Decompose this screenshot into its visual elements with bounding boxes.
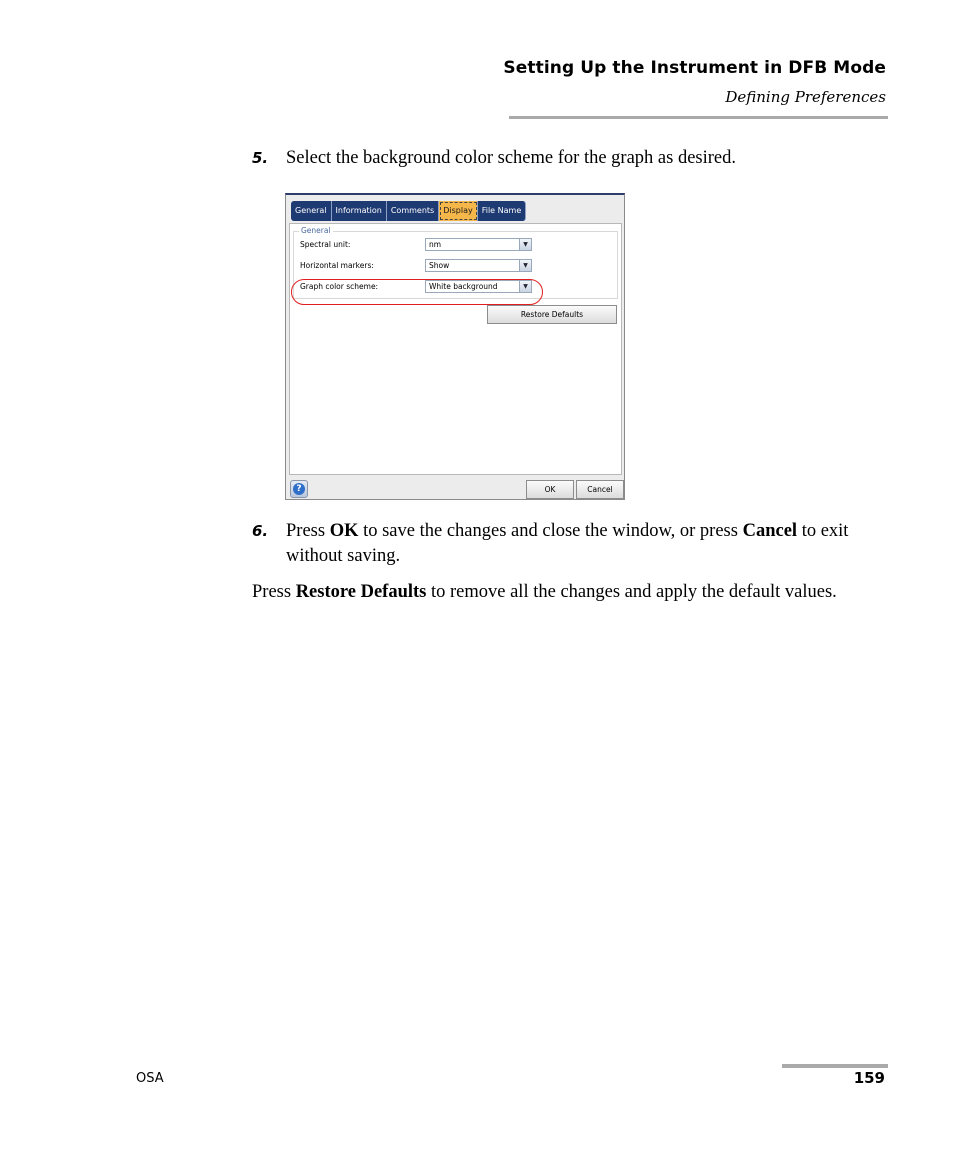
step-text: Select the background color scheme for the graph as desired.: [286, 148, 736, 168]
product-name: OSA: [136, 1071, 164, 1086]
chevron-down-icon[interactable]: ▼: [519, 260, 531, 271]
help-button[interactable]: [290, 480, 308, 498]
step-number: 6.: [252, 522, 269, 540]
spectral-unit-label: Spectral unit:: [300, 240, 351, 249]
restore-defaults-note: [252, 580, 888, 605]
tab-file-name[interactable]: File Name: [478, 201, 527, 221]
cancel-term: Cancel: [742, 521, 798, 541]
step-text: to save the changes and close the window, or press: [358, 521, 743, 541]
note-text: Press: [252, 582, 296, 602]
restore-defaults-term: Restore Defaults: [295, 582, 427, 602]
page-number: 159: [853, 1069, 885, 1087]
step-5: [252, 146, 886, 171]
horizontal-markers-label: Horizontal markers:: [300, 261, 374, 270]
tab-general[interactable]: General: [291, 201, 332, 221]
graph-color-scheme-value: White background: [429, 282, 498, 291]
ok-button[interactable]: OK: [526, 480, 574, 499]
step-text: to exit without saving.: [286, 521, 849, 566]
note-text: to remove all the changes and apply the default values.: [426, 582, 837, 602]
chevron-down-icon[interactable]: ▼: [519, 239, 531, 250]
horizontal-markers-select[interactable]: [425, 259, 532, 272]
preferences-dialog-screenshot: [285, 193, 625, 500]
general-group: [293, 226, 618, 299]
footer-rule: [782, 1064, 888, 1068]
horizontal-markers-value: Show: [429, 261, 450, 270]
step-6: [252, 519, 888, 569]
spectral-unit-value: nm: [429, 240, 442, 249]
ok-term: OK: [329, 521, 359, 541]
display-panel: [289, 223, 622, 475]
tab-comments[interactable]: Comments: [387, 201, 439, 221]
step-number: 5.: [252, 149, 269, 167]
tab-information[interactable]: Information: [332, 201, 387, 221]
group-label: General: [301, 226, 331, 235]
chevron-down-icon[interactable]: ▼: [519, 281, 531, 292]
tab-bar: [291, 201, 526, 221]
restore-defaults-button[interactable]: Restore Defaults: [487, 305, 617, 324]
header-rule: [509, 116, 888, 119]
chapter-title: Setting Up the Instrument in DFB Mode: [503, 58, 886, 78]
tab-display[interactable]: Display: [439, 201, 478, 221]
section-title: Defining Preferences: [725, 88, 886, 106]
highlight-ellipse: [291, 279, 543, 305]
help-icon: ?: [293, 483, 305, 495]
cancel-button[interactable]: Cancel: [576, 480, 624, 499]
step-text: Press: [286, 521, 330, 541]
graph-color-scheme-label: Graph color scheme:: [300, 282, 379, 291]
spectral-unit-select[interactable]: [425, 238, 532, 251]
